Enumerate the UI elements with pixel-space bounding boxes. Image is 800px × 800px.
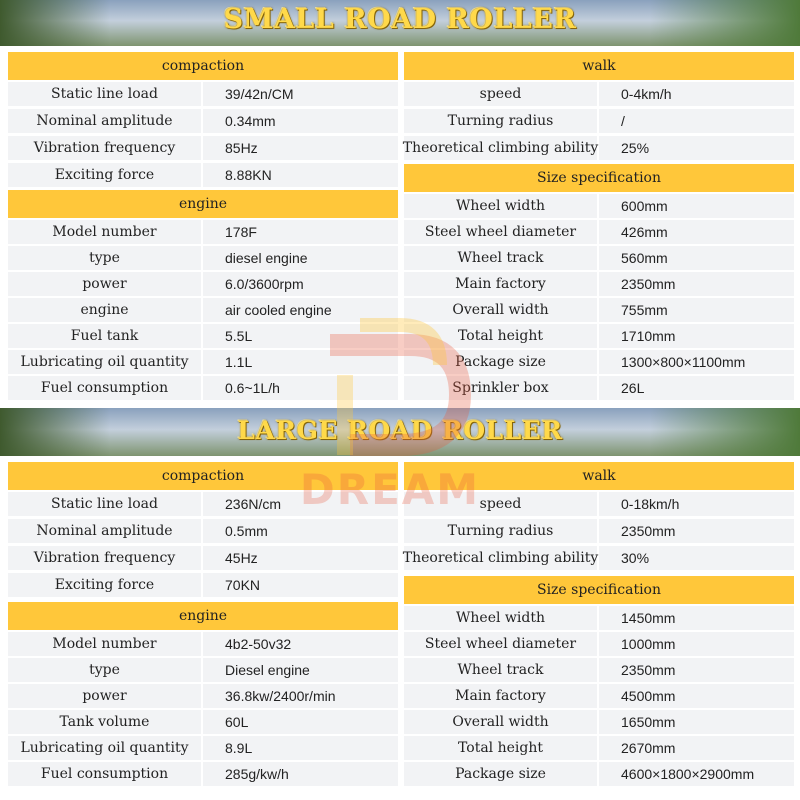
spec-value: 0-4km/h bbox=[621, 86, 672, 102]
large-compaction-panel bbox=[8, 462, 398, 598]
size-header: Size specification bbox=[404, 576, 794, 604]
spec-value: 5.5L bbox=[225, 328, 253, 344]
spec-label: Package size bbox=[404, 762, 599, 786]
spec-value: 236N/cm bbox=[225, 496, 282, 512]
spec-label: speed bbox=[404, 492, 599, 516]
spec-row bbox=[404, 350, 794, 376]
small-banner-title: SMALL ROAD ROLLER bbox=[223, 4, 577, 35]
spec-label: Exciting force bbox=[8, 163, 203, 187]
spec-value: 36.8kw/2400r/min bbox=[225, 688, 336, 704]
engine-header: engine bbox=[8, 190, 398, 218]
spec-row bbox=[404, 658, 794, 684]
spec-label: Overall width bbox=[404, 298, 599, 322]
spec-row bbox=[404, 606, 794, 632]
spec-label: Package size bbox=[404, 350, 599, 374]
spec-value: 26L bbox=[621, 380, 645, 396]
large-size-panel bbox=[404, 576, 794, 794]
spec-row bbox=[8, 136, 398, 162]
spec-label: Theoretical climbing ability bbox=[404, 136, 599, 160]
spec-row bbox=[404, 272, 794, 298]
spec-label: power bbox=[8, 684, 203, 708]
spec-label: Exciting force bbox=[8, 573, 203, 597]
small-compaction-panel bbox=[8, 52, 398, 188]
spec-value: 1710mm bbox=[621, 328, 676, 344]
spec-row bbox=[8, 762, 398, 788]
walk-header: walk bbox=[404, 462, 794, 490]
dream-watermark-text: DREAM bbox=[299, 465, 481, 514]
engine-header: engine bbox=[8, 602, 398, 630]
spec-label: Model number bbox=[8, 220, 203, 244]
spec-row bbox=[404, 109, 794, 135]
spec-value: 285g/kw/h bbox=[225, 766, 289, 782]
spec-row bbox=[8, 546, 398, 572]
spec-row bbox=[404, 298, 794, 324]
spec-row bbox=[404, 82, 794, 108]
spec-label: Steel wheel diameter bbox=[404, 632, 599, 656]
spec-row bbox=[404, 136, 794, 162]
spec-value: 0.5mm bbox=[225, 523, 268, 539]
spec-label: Theoretical climbing ability bbox=[404, 546, 599, 570]
spec-row bbox=[404, 546, 794, 572]
spec-value: 0-18km/h bbox=[621, 496, 680, 512]
small-engine-panel bbox=[8, 190, 398, 404]
spec-label: Wheel track bbox=[404, 246, 599, 270]
spec-label: Overall width bbox=[404, 710, 599, 734]
spec-value: 2350mm bbox=[621, 662, 676, 678]
spec-row bbox=[404, 519, 794, 545]
spec-label: Tank volume bbox=[8, 710, 203, 734]
spec-row bbox=[404, 710, 794, 736]
spec-row bbox=[8, 350, 398, 376]
spec-row bbox=[8, 376, 398, 402]
spec-row bbox=[404, 246, 794, 272]
spec-row bbox=[8, 272, 398, 298]
spec-row bbox=[8, 492, 398, 518]
small-size-panel bbox=[404, 164, 794, 404]
spec-row bbox=[404, 194, 794, 220]
large-banner-title: LARGE ROAD ROLLER bbox=[237, 416, 563, 445]
spec-value: 1450mm bbox=[621, 610, 676, 626]
large-engine-panel bbox=[8, 602, 398, 794]
large-banner bbox=[0, 408, 800, 456]
spec-value: 560mm bbox=[621, 250, 668, 266]
spec-label: speed bbox=[404, 82, 599, 106]
spec-value: 2670mm bbox=[621, 740, 676, 756]
spec-row bbox=[404, 762, 794, 788]
spec-label: power bbox=[8, 272, 203, 296]
spec-value: diesel engine bbox=[225, 250, 308, 266]
spec-value: 4500mm bbox=[621, 688, 676, 704]
spec-row bbox=[8, 220, 398, 246]
spec-value: 1000mm bbox=[621, 636, 676, 652]
spec-label: Nominal amplitude bbox=[8, 519, 203, 543]
spec-value: 25% bbox=[621, 140, 650, 156]
spec-label: Wheel width bbox=[404, 606, 599, 630]
spec-value: 4600×1800×2900mm bbox=[621, 766, 755, 782]
spec-row bbox=[404, 492, 794, 518]
spec-value: 178F bbox=[225, 224, 257, 240]
spec-row bbox=[8, 109, 398, 135]
spec-label: Wheel track bbox=[404, 658, 599, 682]
walk-header: walk bbox=[404, 52, 794, 80]
spec-label: Static line load bbox=[8, 492, 203, 516]
spec-value: 8.9L bbox=[225, 740, 253, 756]
spec-value: 6.0/3600rpm bbox=[225, 276, 304, 292]
spec-row bbox=[404, 376, 794, 402]
spec-row bbox=[8, 519, 398, 545]
size-header: Size specification bbox=[404, 164, 794, 192]
spec-label: Nominal amplitude bbox=[8, 109, 203, 133]
spec-value: 0.34mm bbox=[225, 113, 276, 129]
spec-label: Fuel tank bbox=[8, 324, 203, 348]
spec-label: Static line load bbox=[8, 82, 203, 106]
spec-value: 45Hz bbox=[225, 550, 258, 566]
spec-label: Sprinkler box bbox=[404, 376, 599, 400]
small-specs bbox=[0, 46, 800, 408]
spec-value: Diesel engine bbox=[225, 662, 310, 678]
spec-label: Total height bbox=[404, 324, 599, 348]
spec-value: 600mm bbox=[621, 198, 668, 214]
spec-label: Total height bbox=[404, 736, 599, 760]
spec-label: type bbox=[8, 658, 203, 682]
spec-row bbox=[8, 710, 398, 736]
spec-value: 1650mm bbox=[621, 714, 676, 730]
spec-label: Lubricating oil quantity bbox=[8, 736, 203, 760]
spec-label: Main factory bbox=[404, 684, 599, 708]
spec-row bbox=[8, 573, 398, 599]
spec-row bbox=[404, 684, 794, 710]
spec-value: 8.88KN bbox=[225, 167, 272, 183]
spec-label: Vibration frequency bbox=[8, 136, 203, 160]
spec-value: 1.1L bbox=[225, 354, 253, 370]
spec-value: 2350mm bbox=[621, 523, 676, 539]
spec-row bbox=[404, 220, 794, 246]
spec-label: Main factory bbox=[404, 272, 599, 296]
spec-row bbox=[8, 246, 398, 272]
spec-label: Model number bbox=[8, 632, 203, 656]
spec-value: 1300×800×1100mm bbox=[621, 354, 746, 370]
large-specs bbox=[0, 456, 800, 800]
spec-row bbox=[8, 324, 398, 350]
small-walk-panel bbox=[404, 52, 794, 162]
spec-label: Steel wheel diameter bbox=[404, 220, 599, 244]
spec-label: Wheel width bbox=[404, 194, 599, 218]
spec-value: 30% bbox=[621, 550, 650, 566]
spec-row bbox=[8, 632, 398, 658]
spec-value: 39/42n/CM bbox=[225, 86, 294, 102]
spec-label: Turning radius bbox=[404, 519, 599, 543]
spec-row bbox=[8, 736, 398, 762]
spec-value: 60L bbox=[225, 714, 249, 730]
spec-row bbox=[8, 82, 398, 108]
spec-value: air cooled engine bbox=[225, 302, 332, 318]
spec-row bbox=[404, 632, 794, 658]
large-walk-panel bbox=[404, 462, 794, 572]
spec-row bbox=[8, 658, 398, 684]
spec-value: 0.6~1L/h bbox=[225, 380, 280, 396]
small-banner bbox=[0, 0, 800, 46]
compaction-header: compaction bbox=[8, 52, 398, 80]
spec-value: 85Hz bbox=[225, 140, 258, 156]
spec-value: 2350mm bbox=[621, 276, 676, 292]
spec-row bbox=[8, 298, 398, 324]
spec-label: type bbox=[8, 246, 203, 270]
compaction-header: compaction bbox=[8, 462, 398, 490]
spec-value: 4b2-50v32 bbox=[225, 636, 292, 652]
spec-row bbox=[404, 324, 794, 350]
spec-label: Turning radius bbox=[404, 109, 599, 133]
spec-label: Fuel consumption bbox=[8, 762, 203, 786]
spec-value: / bbox=[621, 113, 625, 129]
spec-row bbox=[8, 684, 398, 710]
spec-label: engine bbox=[8, 298, 203, 322]
spec-label: Fuel consumption bbox=[8, 376, 203, 400]
spec-value: 755mm bbox=[621, 302, 668, 318]
spec-row bbox=[404, 736, 794, 762]
spec-value: 70KN bbox=[225, 577, 261, 593]
spec-label: Vibration frequency bbox=[8, 546, 203, 570]
spec-value: 426mm bbox=[621, 224, 668, 240]
spec-label: Lubricating oil quantity bbox=[8, 350, 203, 374]
spec-row bbox=[8, 163, 398, 189]
